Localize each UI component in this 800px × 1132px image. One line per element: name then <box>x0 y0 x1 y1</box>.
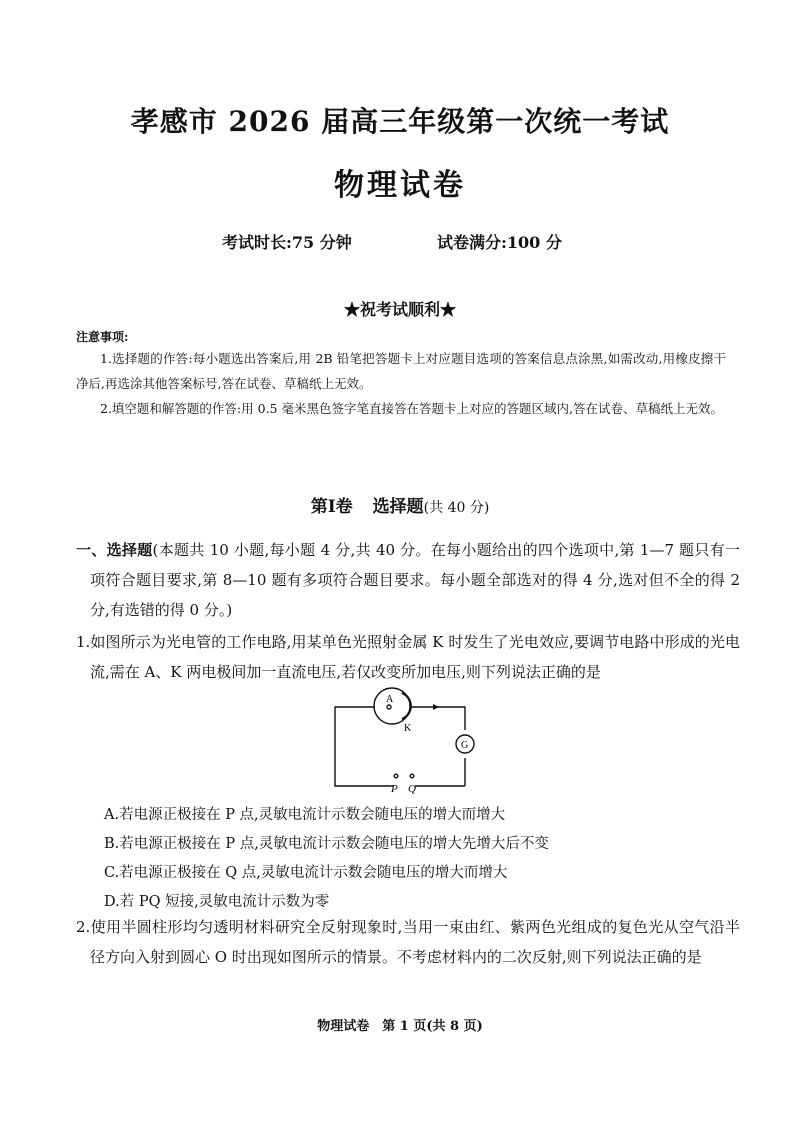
question-2-stem: 2.使用半圆柱形均匀透明材料研究全反射现象时,当用一束由红、紫两色光组成的复色光从空气沿半径方向入射到圆心 O 时出现如图所示的情景。不考虑材料内的二次反射,则下列说法正确的是 <box>76 918 740 966</box>
question-1-option-d: D.若 PQ 短接,灵敏电流计示数为零 <box>104 894 330 910</box>
full-score: 试卷满分:100 分 <box>437 233 562 252</box>
question-1-option-c: C.若电源正极接在 Q 点,灵敏电流计示数会随电压的增大而增大 <box>104 865 508 881</box>
choice-instructions <box>76 535 740 625</box>
label-a: A <box>386 694 394 705</box>
choice-label: 一、选择题 <box>76 541 153 559</box>
exam-title: 孝感市 2026 届高三年级第一次统一考试 <box>130 105 670 138</box>
question-1-option-a: A.若电源正极接在 P 点,灵敏电流计示数会随电压的增大而增大 <box>104 807 506 823</box>
terminal-p-dot <box>394 774 398 778</box>
question-1-option-b: B.若电源正极接在 P 点,灵敏电流计示数会随电压的增大先增大后不变 <box>104 836 549 852</box>
photocell-circuit-diagram <box>325 686 485 794</box>
paper-subtitle: 物理试卷 <box>334 168 466 203</box>
label-g: G <box>461 740 469 751</box>
circuit-wire-top-right <box>410 707 465 730</box>
note-item-2: 2.填空题和解答题的作答:用 0.5 毫米黑色签字笔直接答在答题卡上对应的答题区域内,答在试卷、草稿纸上无效。 <box>100 401 723 416</box>
label-k: K <box>404 723 412 734</box>
section-heading <box>0 492 800 517</box>
current-arrow <box>433 704 439 710</box>
note-item-1: 1.选择题的作答:每小题选出答案后,用 2B 铅笔把答题卡上对应题目选项的答案信息点涂黑,如需改动,用橡皮擦干净后,再选涂其他答案标号,答在试卷、草稿纸上无效。 <box>76 351 726 391</box>
page-footer: 物理试卷 第 1 页(共 8 页) <box>317 1019 483 1034</box>
choice-rules: (本题共 10 小题,每小题 4 分,共 40 分。在每小题给出的四个选项中,第 1—7 题只有一项符合题目要求,第 8—10 题有多项符合题目要求。每小题全部选对的得 4 分,选对但不全的得 2 分,有选错的得 0 分。) <box>90 541 740 619</box>
anode-a <box>387 705 391 709</box>
circuit-wire-left <box>335 707 393 786</box>
notes-heading: 注意事项: <box>76 330 129 344</box>
section-part: 第Ⅰ卷 <box>310 497 353 517</box>
label-p: P <box>391 783 398 794</box>
good-luck-banner: ★祝考试顺利★ <box>343 300 456 319</box>
question-1-stem: 1.如图所示为光电管的工作电路,用某单色光照射金属 K 时发生了光电效应,要调节电路中形成的光电流,需在 A、K 两电极间加一直流电压,若仅改变所加电压,则下列说法正确的是 <box>76 633 740 681</box>
terminal-q-dot <box>410 774 414 778</box>
exam-duration: 考试时长:75 分钟 <box>222 233 352 252</box>
section-score: (共 40 分) <box>423 500 490 516</box>
label-q: Q <box>408 783 416 794</box>
section-name: 选择题 <box>372 497 424 517</box>
